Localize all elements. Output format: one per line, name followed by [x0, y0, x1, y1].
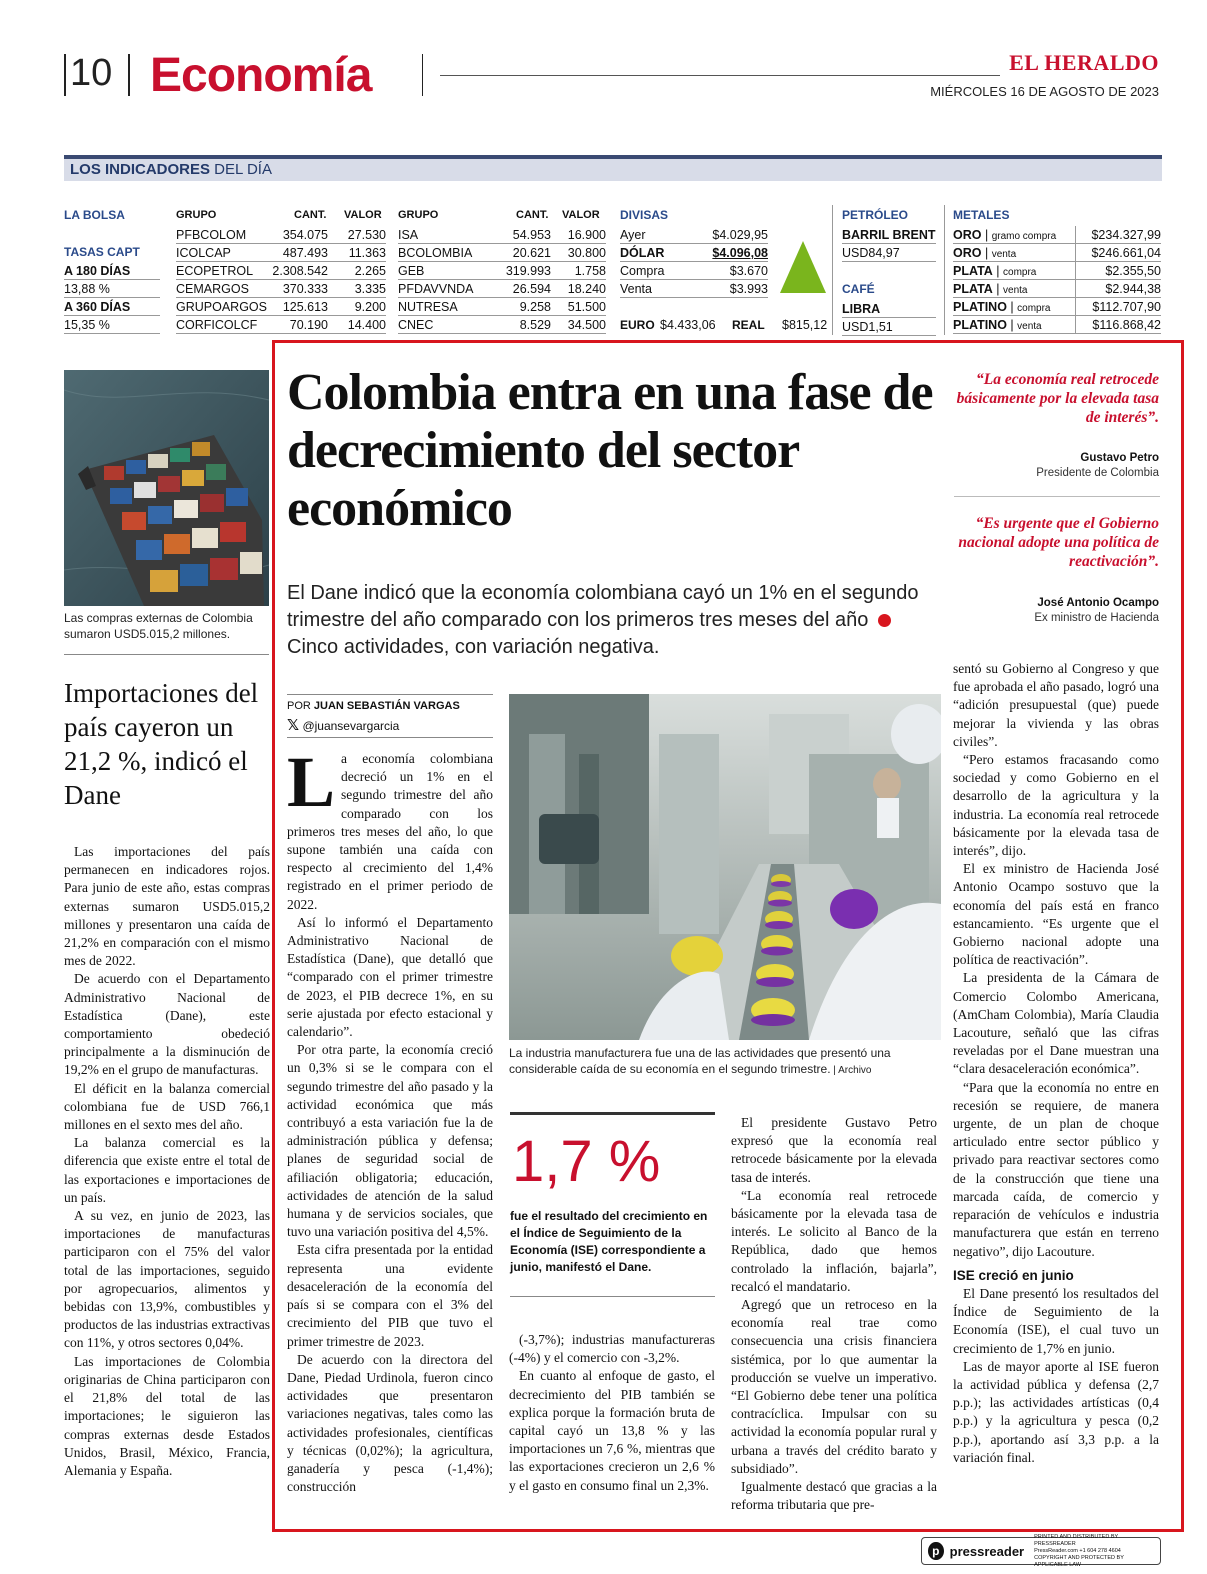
paragraph: El Dane presentó los resultados del Índice de Seguimiento de la Economía (ISE), el cual tuvo un crecimiento de 1,7% en junio. — [953, 1285, 1159, 1356]
metal-row: ORO | gramo compra $234.327,99 — [953, 228, 1161, 242]
article-column-2 — [509, 1331, 715, 1495]
header-divider — [422, 54, 423, 96]
petroleo-row: BARRIL BRENT — [842, 228, 936, 242]
paragraph: Agregó que un retroceso en la economía real trae como consecuencia una crisis financiera sistémica, por lo que aumentar la producción se vuelve un imperativo. “El Gobierno debe tener una política contracíclica. Impulsar con su actividad la economía popular rural y urbana a través del crédito barato y subsidiado”. — [731, 1297, 937, 1476]
tasa-row: 15,35 % — [64, 316, 160, 334]
metal-row: PLATA | compra $2.355,50 — [953, 264, 1161, 278]
stock-valor: 51.500 — [567, 300, 606, 314]
stock-row — [176, 280, 386, 298]
stock-name: GRUPOARGOS — [176, 300, 267, 314]
byline-prefix: POR — [287, 700, 314, 712]
metal-name: PLATA — [953, 264, 993, 278]
paragraph: De acuerdo con la directora del Dane, Piedad Urdinola, fueron cinco actividades que presentaron variaciones negativas, tales como las actividades profesionales, científicas y técnicas (0,02%); la agricultura, ganadería y pesca (-1,4%); construcción — [287, 1351, 493, 1495]
side-body — [64, 843, 270, 1480]
deck-text-2: Cinco actividades, con variación negativa. — [287, 636, 660, 658]
metal-name: PLATINO — [953, 318, 1007, 332]
cell-divider — [1075, 298, 1076, 316]
byline-handle-row[interactable] — [287, 716, 399, 734]
pull-quote-ocampo: “Es urgente que el Gobierno nacional adopte una política de reactivación”. — [958, 515, 1159, 570]
byline-author: JUAN SEBASTIÁN VARGAS — [313, 700, 460, 712]
stock-name: CEMARGOS — [176, 282, 249, 296]
notice-line: PRINTED AND DISTRIBUTED BY PRESSREADER — [1034, 1533, 1119, 1547]
stock-valor: 34.500 — [567, 318, 606, 332]
cargo-ship-photo — [64, 370, 269, 606]
stock-cant: 370.333 — [282, 282, 328, 296]
metal-unit: compra — [1017, 303, 1051, 314]
stock-cant: 487.493 — [282, 246, 328, 260]
article-deck — [287, 580, 932, 661]
side-rule — [64, 654, 269, 655]
indicators-bar — [64, 155, 1162, 181]
paragraph: El déficit en la balanza comercial colombiana fue de USD 766,1 millones en el sexto mes del año. — [64, 1080, 270, 1133]
stat-rule-bottom — [510, 1296, 715, 1297]
tasa-row: A 180 DÍAS — [64, 262, 160, 280]
cell-divider — [1075, 316, 1076, 334]
article-headline: Colombia entra en una fase de decrecimiento del sector económico — [287, 364, 933, 537]
side-photo-caption: Las compras externas de Colombia sumaron USD5.015,2 millones. — [64, 611, 253, 641]
quote-rule — [954, 496, 1160, 497]
divisa-row: Ayer $4.029,95 — [620, 228, 768, 242]
stock-valor: 2.265 — [354, 264, 386, 278]
stock-valor: 14.400 — [347, 318, 386, 332]
paragraph: “Pero estamos fracasando como sociedad y como Gobierno en el desarrollo de la agricultura y la industria. La economía real retrocede básicamente por la elevada tasa de interés”, dijo. — [953, 752, 1159, 859]
paragraph: Así lo informó el Departamento Administrativo Nacional de Estadística (Dane), que detalló que “comparado con el primer trimestre de 2023, el PIB decrece 1%, en su serie ajustada por efecto estacional y calendario”. — [287, 914, 493, 1040]
indicators-title-rest: DEL DÍA — [210, 161, 272, 178]
pull-quote-petro: “La economía real retrocede básicamente por la elevada tasa de interés”. — [956, 371, 1159, 426]
metal-name: ORO — [953, 228, 982, 242]
col-header: GRUPO — [176, 209, 217, 221]
paragraph: La presidenta de la Cámara de Comercio Colombo Americana, (AmCham Colombia), María Claudia Lacouture, señaló que las cifras reveladas por el Dane muestran una “clara desaceleración económica”. — [953, 970, 1159, 1077]
header-divider — [128, 54, 130, 96]
stock-name: NUTRESA — [398, 300, 458, 314]
stat-caption: fue el resultado del crecimiento en el Índice de Seguimiento de la Economía (ISE) correspondiente a junio, manifestó el Dane. — [510, 1209, 708, 1274]
metal-value: $246.661,04 — [1091, 246, 1161, 260]
deck-text: El Dane indicó que la economía colombiana cayó un 1% en el segundo trimestre del año comparado con los primeros tres meses del año — [287, 582, 919, 631]
stock-cant: 8.529 — [519, 318, 551, 332]
divisa-row: Venta $3.993 — [620, 282, 768, 296]
x-logo-icon: 𝕏 — [287, 717, 300, 734]
stock-cant: 70.190 — [289, 318, 328, 332]
stock-cant: 20.621 — [512, 246, 551, 260]
stock-name: PFDAVVNDA — [398, 282, 474, 296]
section-title: Economía — [150, 49, 372, 102]
stock-row — [176, 226, 386, 244]
up-arrow-icon — [778, 239, 828, 295]
cell-divider — [1075, 244, 1076, 262]
stock-name: ISA — [398, 228, 419, 242]
stock-name: BCOLOMBIA — [398, 246, 473, 260]
paragraph: Las de mayor aporte al ISE fueron la actividad pública y defensa (2,7 p.p.); las actividades artísticas (0,4 p.p.) y la agricultura y pesca (0,2 p.p.), aportando así 3,3 p.p. a la variación final. — [953, 1358, 1159, 1465]
stock-row — [398, 280, 606, 298]
stock-row — [398, 244, 606, 262]
article-column-4 — [953, 660, 1159, 1467]
column-divider — [944, 205, 945, 335]
divisas-label: DIVISAS — [620, 208, 669, 222]
paragraph: a economía colombiana decreció un 1% en el segundo trimestre del año comparado con los primeros tres meses del año, lo que supone también una caída con respecto al crecimiento del 1,4% registrado en el primer periodo de 2022. — [287, 751, 493, 912]
bullet-dot-icon — [878, 614, 891, 627]
metal-value: $2.944,38 — [1105, 282, 1161, 296]
cafe-row: USD1,51 — [842, 318, 936, 336]
stock-name: ICOLCAP — [176, 246, 231, 260]
metal-row: ORO | venta $246.661,04 — [953, 246, 1161, 260]
stock-row — [398, 316, 606, 334]
stock-row — [398, 298, 606, 316]
stock-name: PFBCOLOM — [176, 228, 247, 242]
paragraph: (-3,7%); industrias manufactureras (-4%) y el comercio con -3,2%. — [509, 1332, 715, 1366]
metal-unit: venta — [1017, 321, 1042, 332]
stock-name: ECOPETROL — [176, 264, 254, 278]
stock-cant: 319.993 — [505, 264, 551, 278]
cell-divider — [1075, 262, 1076, 280]
metal-name: ORO — [953, 246, 982, 260]
drop-cap: L — [287, 742, 336, 822]
stock-row — [176, 244, 386, 262]
subhead: ISE creció en junio — [953, 1267, 1074, 1283]
page-number: 10 — [70, 52, 113, 94]
paragraph: La balanza comercial es la diferencia que existe entre el total de las exportaciones e importaciones de un país. — [64, 1135, 270, 1205]
paragraph: El ex ministro de Hacienda José Antonio Ocampo sostuvo que la economía del país está en franco estancamiento. “Es urgente que el Gobierno nacional adopte una política de reactivación”. — [953, 861, 1159, 968]
cell-divider — [1075, 226, 1076, 244]
tasa-row: 13,88 % — [64, 280, 160, 298]
stock-row — [398, 226, 606, 244]
paragraph: En cuanto al enfoque de gasto, el decrecimiento del PIB también se explica porque la formación bruta de capital cayó un 13,8 % y las importaciones un 7,6 %, mientras que las exportaciones crecieron un 2,6 % y el gasto en consumo final un 2,3%. — [509, 1368, 715, 1493]
byline-rule — [287, 737, 493, 738]
stock-valor: 18.240 — [567, 282, 606, 296]
pressreader-badge[interactable] — [921, 1533, 1161, 1568]
indicators-title: LOS INDICADORES — [70, 161, 211, 178]
paragraph: Igualmente destacó que gracias a la reforma tributaria que pre- — [731, 1479, 937, 1513]
stock-name: GEB — [398, 264, 425, 278]
paragraph: Las importaciones del país permanecen en indicadores rojos. Para junio de este año, estas compras externas sumaron USD5.015,2 millones y presentaron una caída de 21,2% en comparación con el mismo mes de 2022. — [64, 844, 270, 969]
photo-credit: | Archivo — [830, 1065, 872, 1076]
real-value: $815,12 — [782, 318, 828, 332]
stock-cant: 125.613 — [282, 300, 328, 314]
metal-value: $112.707,90 — [1092, 300, 1161, 314]
quote-author: Gustavo Petro — [1080, 452, 1159, 464]
stat-rule — [510, 1112, 715, 1115]
stock-cant: 354.075 — [282, 228, 328, 242]
metal-name: PLATA — [953, 282, 993, 296]
euro-value: $4.433,06 — [660, 318, 716, 332]
stock-cant: 2.308.542 — [272, 264, 328, 278]
header-rule — [440, 75, 1000, 76]
notice-line: COPYRIGHT AND PROTECTED BY APPLICABLE LAW — [1034, 1554, 1124, 1568]
cafe-label: CAFÉ — [842, 282, 875, 296]
stock-row — [176, 262, 386, 280]
stock-cant: 9.258 — [519, 300, 551, 314]
stock-row — [398, 262, 606, 280]
col-header: CANT. — [516, 209, 549, 221]
metal-name: PLATINO — [953, 300, 1007, 314]
col-header: VALOR — [562, 209, 600, 221]
paragraph: “La economía real retrocede básicamente por la elevada tasa de interés. Le solicito al Banco de la República, dado que hemos controlado la inflación, bajarla”, recalcó el mandatario. — [731, 1187, 937, 1294]
byline-rule — [287, 694, 493, 695]
pressreader-logo-icon: p — [928, 1542, 944, 1560]
paragraph: Esta cifra presentada por la entidad representa una evidente desaceleración de la economía del país si se compara con el 3% del crecimiento del PIB que tuvo el primer trimestre de 2023. — [287, 1242, 493, 1349]
brand-logo: EL HERALDO — [1009, 50, 1159, 75]
metal-unit: venta — [991, 249, 1017, 260]
paragraph: sentó su Gobierno al Congreso y que fue aprobada el año pasado, logró una “adición presupuestal (que) puede mejorar la vivienda y las obras civiles”. — [953, 661, 1159, 749]
metal-row: PLATINO | compra $112.707,90 — [953, 300, 1161, 314]
col-header: VALOR — [344, 209, 382, 221]
quote-role: Ex ministro de Hacienda — [1034, 612, 1159, 624]
col-header: CANT. — [294, 209, 327, 221]
metal-unit: venta — [1003, 285, 1028, 296]
stock-cant: 54.953 — [512, 228, 551, 242]
metal-unit: gramo compra — [991, 231, 1057, 242]
tasas-label: TASAS CAPT — [64, 245, 140, 259]
column-divider — [832, 205, 833, 335]
article-column-3 — [731, 1114, 937, 1514]
real-label: REAL — [732, 318, 765, 332]
metal-row: PLATA | venta $2.944,38 — [953, 282, 1161, 296]
metal-value: $116.868,42 — [1092, 318, 1161, 332]
bolsa-label: LA BOLSA — [64, 208, 125, 222]
header-divider — [64, 54, 66, 96]
indicators-table — [64, 205, 1162, 335]
factory-photo — [509, 694, 941, 1040]
paragraph: A su vez, en junio de 2023, las importaciones de manufacturas participaron con el 75% del valor total de las importaciones, seguido por agropecuarios, alimentos y bebidas con 13,9%, combustibles y productos de las industrias extractivas con 11%, y otros sectores 0,04%. — [64, 1208, 270, 1351]
stock-valor: 1.758 — [574, 264, 606, 278]
stock-row — [176, 316, 386, 334]
caption-text: La industria manufacturera fue una de las actividades que presentó una considerable caída de su economía en el segundo trimestre. — [509, 1046, 891, 1076]
tasa-row: A 360 DÍAS — [64, 298, 160, 316]
cafe-row: LIBRA — [842, 300, 936, 318]
main-photo-caption — [509, 1045, 941, 1079]
euro-label: EURO — [620, 318, 655, 332]
stock-valor: 11.363 — [348, 246, 386, 260]
divisa-row: DÓLAR $4.096,08 — [620, 246, 768, 260]
stock-valor: 9.200 — [354, 300, 386, 314]
paragraph: Por otra parte, la economía creció un 0,3% si se le compara con el segundo trimestre del año pasado y la actividad económica que más contribuyó a esta variación fue la de administración pública y defensa; planes de seguridad social de afiliación obligatoria; educación, actividades de atención de la salud humana y de servicios sociales, que tuvo una variación positiva del 4,5%. — [287, 1042, 493, 1240]
paragraph: “Para que la economía no entre en recesión se requiere, de manera urgente, de un plan de choque articulado entre sector público y privado para reactivar sectores como de la construcción que tiene una marcada caída, de comercio y reparación de vehículos e industria manufacturera que están en terreno negativo”, dijo Lacouture. — [953, 1079, 1159, 1259]
stock-valor: 30.800 — [567, 246, 606, 260]
stock-cant: 26.594 — [512, 282, 551, 296]
stock-valor: 3.335 — [354, 282, 386, 296]
metal-unit: compra — [1003, 267, 1037, 278]
cell-divider — [1075, 280, 1076, 298]
byline — [287, 700, 460, 712]
stat-value: 1,7 % — [512, 1129, 661, 1194]
petroleo-row: USD84,97 — [842, 244, 936, 262]
col-header: GRUPO — [398, 209, 439, 221]
quote-author: José Antonio Ocampo — [1037, 597, 1159, 609]
stock-name: CORFICOLCF — [176, 318, 258, 332]
metal-row: PLATINO | venta $116.868,42 — [953, 318, 1161, 332]
stock-valor: 27.530 — [347, 228, 386, 242]
metal-value: $234.327,99 — [1091, 228, 1161, 242]
stock-name: CNEC — [398, 318, 434, 332]
paragraph: De acuerdo con el Departamento Administrativo Nacional de Estadística (Dane), este comportamiento obedeció principalmente a la disminución de 19,2% en el grupo de manufacturas. — [64, 971, 270, 1078]
pressreader-notice — [1034, 1534, 1154, 1569]
metales-label: METALES — [953, 208, 1010, 222]
stock-row — [176, 298, 386, 316]
quote-role: Presidente de Colombia — [1036, 467, 1159, 479]
pressreader-logo-text: pressreader — [949, 1543, 1025, 1559]
petroleo-label: PETRÓLEO — [842, 208, 909, 222]
byline-handle[interactable]: @juansevargarcia — [302, 719, 400, 733]
article-column-1 — [287, 742, 493, 1496]
metal-value: $2.355,50 — [1105, 264, 1161, 278]
issue-date: MIÉRCOLES 16 DE AGOSTO DE 2023 — [930, 84, 1159, 99]
divisa-row: Compra $3.670 — [620, 264, 768, 278]
stock-valor: 16.900 — [567, 228, 606, 242]
side-headline: Importaciones del país cayeron un 21,2 %, indicó el Dane — [64, 678, 259, 810]
paragraph: El presidente Gustavo Petro expresó que la economía real retrocede básicamente por la elevada tasa de interés. — [731, 1115, 937, 1185]
notice-line: PressReader.com +1 604 278 4604 — [1034, 1547, 1121, 1554]
paragraph: Las importaciones de Colombia originarias de China participaron con el 21,8% del total de las importaciones; le siguieron las compras externas desde Estados Unidos, Brasil, México, Francia, Alemania y España. — [64, 1353, 270, 1478]
